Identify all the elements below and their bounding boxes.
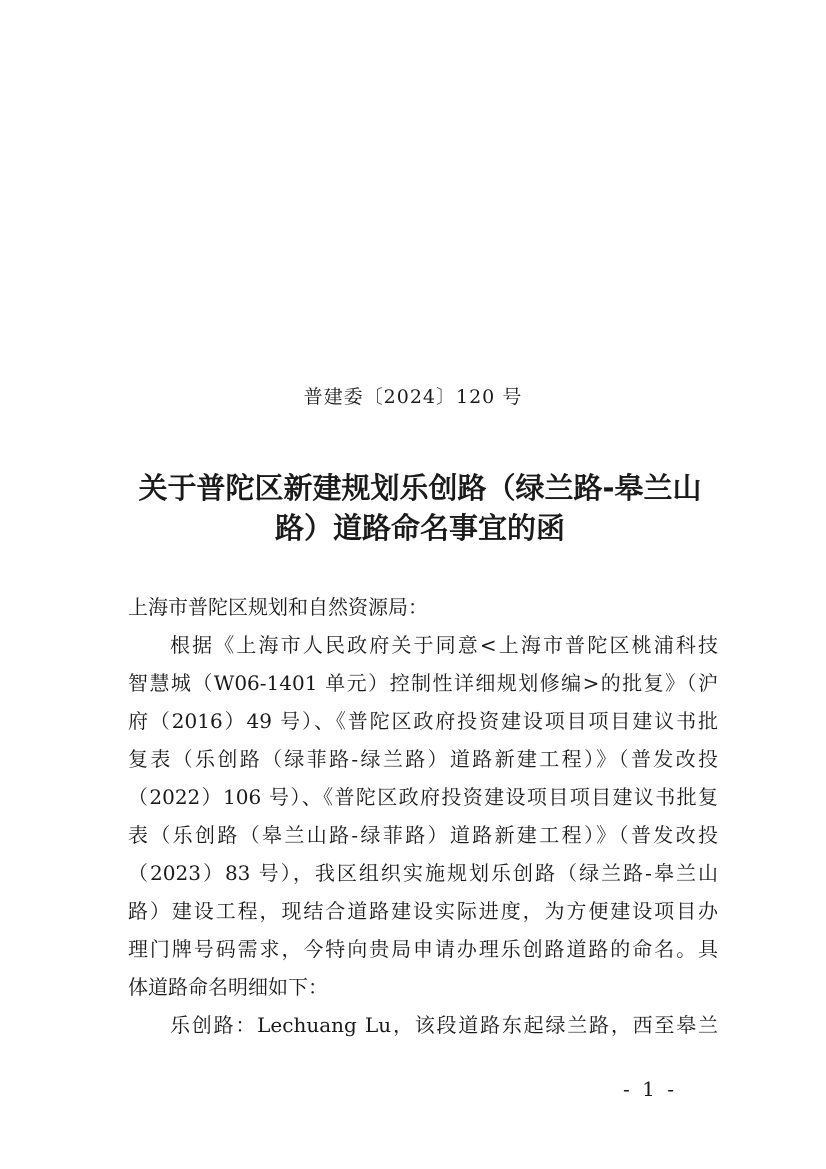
body-line: （2023）83 号），我区组织实施规划乐创路（绿兰路-皋兰山 (128, 861, 718, 885)
body-line: 乐创路：Lechuang Lu，该段道路东起绿兰路，西至皋兰 (170, 1013, 718, 1037)
title-line: 路）道路命名事宜的函 (274, 511, 565, 545)
body-line: 智慧城（W06-1401 单元）控制性详细规划修编>的批复》（沪 (128, 671, 718, 695)
salutation: 上海市普陀区规划和自然资源局： (128, 595, 428, 619)
body-line: 路）建设工程，现结合道路建设实际进度，为方便建设项目办 (128, 899, 718, 923)
page-number: - 1 - (623, 1077, 677, 1101)
body-line: 理门牌号码需求，今特向贵局申请办理乐创路道路的命名。具 (128, 937, 718, 961)
body-line: 表（乐创路（皋兰山路-绿菲路）道路新建工程）》（普发改投 (128, 823, 718, 847)
title-line: 关于普陀区新建规划乐创路（绿兰路-皋兰山 (138, 471, 702, 505)
body-line: 根据《上海市人民政府关于同意<上海市普陀区桃浦科技 (170, 633, 718, 657)
body-line: （2022）106 号）、《普陀区政府投资建设项目项目建议书批复 (128, 785, 718, 809)
document-title (100, 468, 740, 548)
body-text (128, 626, 718, 1044)
body-line: 体道路命名明细如下： (128, 975, 328, 999)
document-number: 普建委〔2024〕120 号 (303, 386, 523, 408)
body-line: 府（2016）49 号）、《普陀区政府投资建设项目项目建议书批 (128, 709, 718, 733)
body-line: 复表（乐创路（绿菲路-绿兰路）道路新建工程）》（普发改投 (128, 747, 718, 771)
